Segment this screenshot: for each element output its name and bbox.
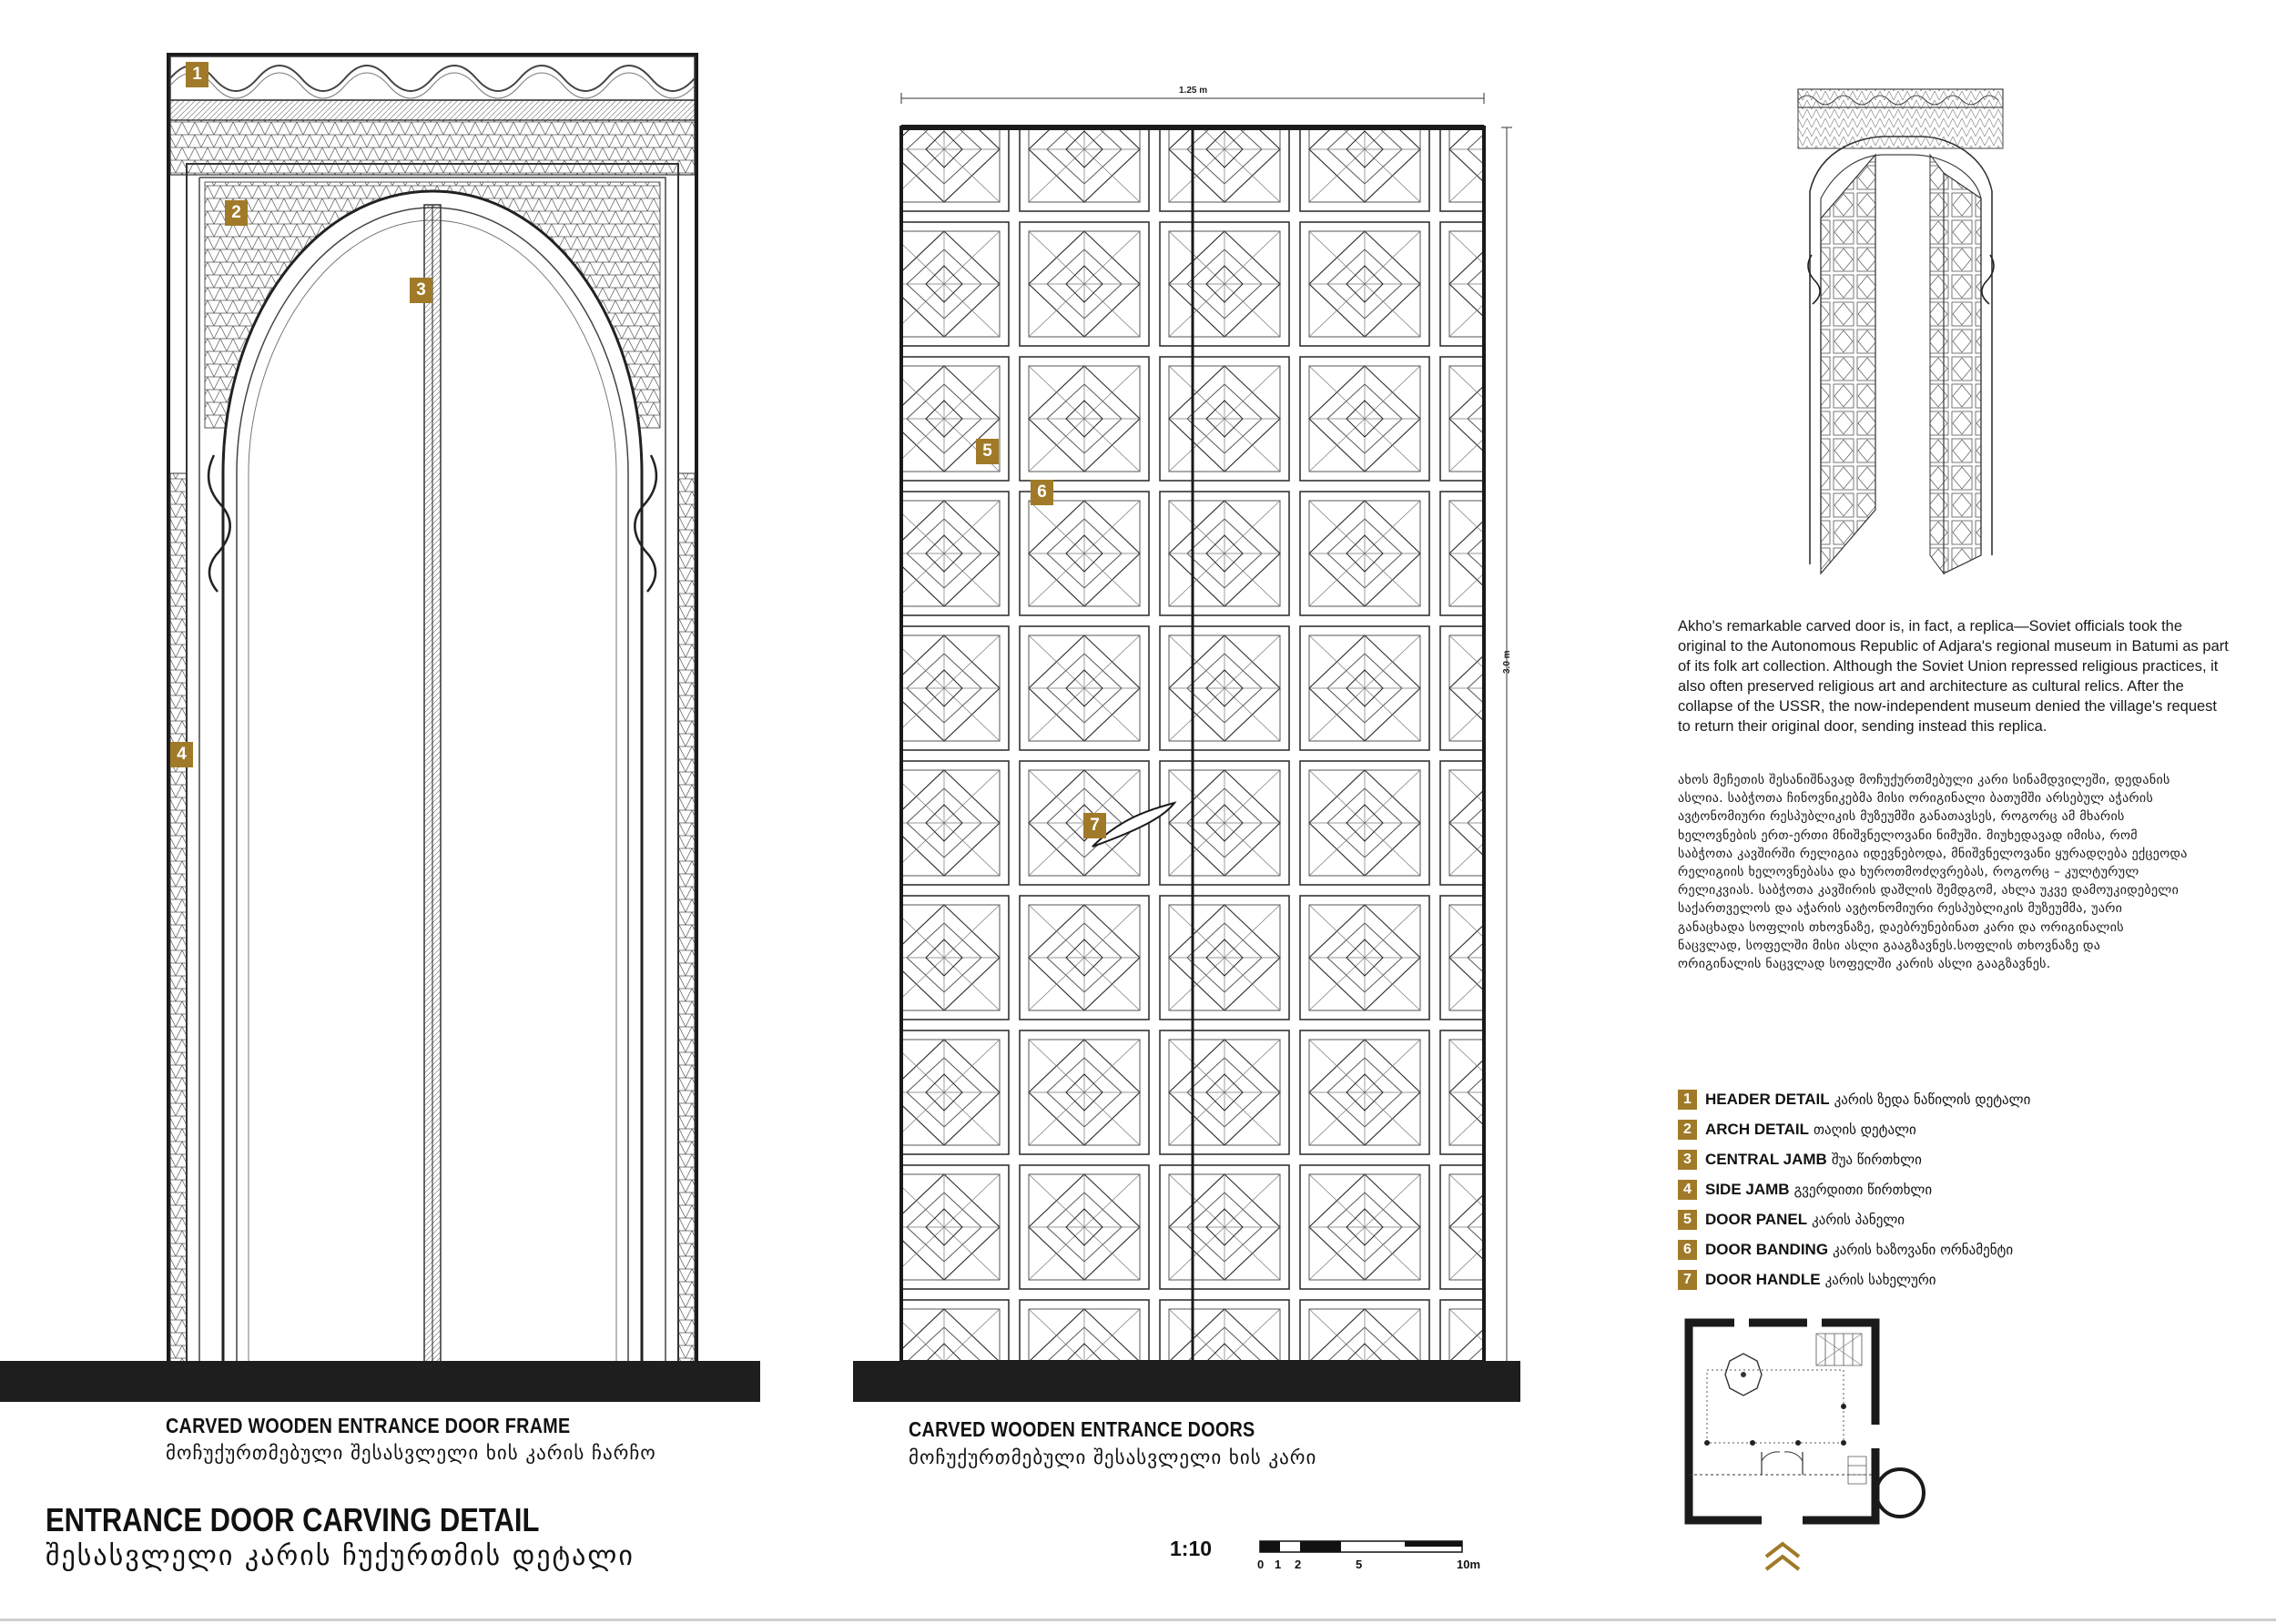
doors-width-dimension: 1.25 m (1179, 86, 1208, 96)
legend-num: 2 (1678, 1120, 1697, 1140)
legend-item-central-jamb (1678, 1148, 1922, 1172)
legend-label-en: SIDE JAMB (1705, 1181, 1790, 1198)
frame-caption-ka: მოჩუქურთმებული შესასვლელი ხის კარის ჩარჩო (166, 1442, 656, 1464)
floor-plan-key (1680, 1315, 1935, 1570)
scale-tick-1: 1 (1275, 1558, 1282, 1571)
legend-label-ka: შუა წირთხლი (1831, 1152, 1922, 1168)
callout-4: 4 (170, 742, 193, 767)
legend-label-en: DOOR PANEL (1705, 1211, 1808, 1228)
legend-item-arch-detail (1678, 1118, 1916, 1142)
legend-num: 4 (1678, 1180, 1697, 1200)
doors-caption-ka: მოჩუქურთმებული შესასვლელი ხის კარი (909, 1446, 1317, 1468)
legend-item-door-panel (1678, 1208, 1905, 1232)
doors-drawing (874, 82, 1529, 1365)
legend-item-side-jamb (1678, 1178, 1932, 1202)
legend-label-en: DOOR BANDING (1705, 1241, 1829, 1258)
description-ka: ახოს მეჩეთის შესანიშნავად მოჩუქურთმებული კარი სინამდვილეში, დედანის ასლია. საბჭოთა ჩინოვნიკებმა მისი ორიგინალი ბათუმში არსებულ აჭარის ავტონომიური რესპუბლიკის მუზეუმში განათავსეს, როგორც ამ მხარის ხელოვნების ერთ-ერთი მნიშვნელოვანი ნიმუში. მიუხედავად იმისა, რომ საბჭოთა კავშირში რელიგია იდევნებოდა, მნიშვნელოვანი ყურადღება ექცეოდა რელიგიის ხელოვნებასა და ხუროთმოძღვრებას, როგორც – კულტურულ რელიკვიას. საბჭოთა კავშირის დაშლის შემდგომ, ახლა უკვე დამოუკიდებელი საქართველოს და აჭარის ავტონომიური რესპუბლიკის მუზეუმმა, უარი განაცხადა სოფლის თხოვნაზე, დაებრუნებინათ კარი და ორიგინალის ნაცვლად, სოფელში მისი ასლი გააგზავნეს.სოფლის თხოვნაზე და ორიგინალის ნაცვლად სოფელში კარის ასლი გააგზავნეს. (1678, 773, 2188, 972)
sheet-title-ka: შესასვლელი კარის ჩუქურთმის დეტალი (46, 1540, 635, 1572)
scale-bar (1259, 1540, 1464, 1553)
callout-6: 6 (1031, 480, 1053, 505)
sheet-title-en: ENTRANCE DOOR CARVING DETAIL (46, 1501, 540, 1538)
legend-label-ka: თაღის დეტალი (1813, 1122, 1916, 1138)
doors-height-dimension: 3.0 m (1502, 650, 1512, 674)
legend-label-en: CENTRAL JAMB (1705, 1151, 1827, 1168)
scale-tick-0: 0 (1257, 1558, 1265, 1571)
scale-tick-2: 2 (1295, 1558, 1302, 1571)
door-frame-drawing (86, 46, 769, 1402)
legend-item-header-detail (1678, 1088, 2030, 1111)
doors-ground-base (853, 1361, 1520, 1402)
legend-label-ka: კარის პანელი (1812, 1212, 1905, 1228)
legend-num: 3 (1678, 1150, 1697, 1170)
callout-1: 1 (186, 62, 208, 87)
legend-item-door-banding (1678, 1238, 2013, 1262)
callout-3: 3 (410, 278, 432, 303)
legend-item-door-handle (1678, 1268, 1936, 1292)
legend-label-ka: კარის ზედა ნაწილის დეტალი (1834, 1091, 2031, 1108)
doors-caption-en: CARVED WOODEN ENTRANCE DOORS (909, 1417, 1255, 1441)
legend-num: 1 (1678, 1090, 1697, 1110)
scale-tick-5: 5 (1356, 1558, 1363, 1571)
entrance-chevron-icon (1763, 1540, 1802, 1573)
sheet-bottom-border (0, 1619, 2276, 1621)
scale-ratio: 1:10 (1170, 1537, 1213, 1560)
legend-num: 5 (1678, 1210, 1697, 1230)
scale-tick-10: 10m (1457, 1558, 1481, 1571)
frame-ground-base (0, 1361, 760, 1402)
description-en: Akho's remarkable carved door is, in fact, a replica—Soviet officials took the original to the Autonomous Republic of Adjara's regional museum in Batumi as part of its folk art collection. Although the Soviet Union repressed religious practices, it also often preserved religious art and architecture as cultural relics. After the collapse of the USSR, the now-independent museum denied the village's request to return their original door, sending instead this replica. (1678, 618, 2229, 735)
legend-label-ka: კარის სახელური (1824, 1272, 1936, 1288)
frame-caption-en: CARVED WOODEN ENTRANCE DOOR FRAME (166, 1414, 571, 1437)
legend-label-en: ARCH DETAIL (1705, 1121, 1809, 1138)
legend-label-en: HEADER DETAIL (1705, 1091, 1830, 1108)
legend-label-en: DOOR HANDLE (1705, 1271, 1821, 1288)
callout-2: 2 (225, 200, 248, 226)
callout-5: 5 (976, 439, 999, 464)
door-perspective-sketch (1784, 82, 2021, 592)
callout-7: 7 (1083, 813, 1106, 838)
legend-label-ka: გვერდითი წირთხლი (1793, 1182, 1933, 1198)
legend-label-ka: კარის ხაზოვანი ორნამენტი (1833, 1242, 2014, 1258)
legend-num: 6 (1678, 1240, 1697, 1260)
legend-num: 7 (1678, 1270, 1697, 1290)
